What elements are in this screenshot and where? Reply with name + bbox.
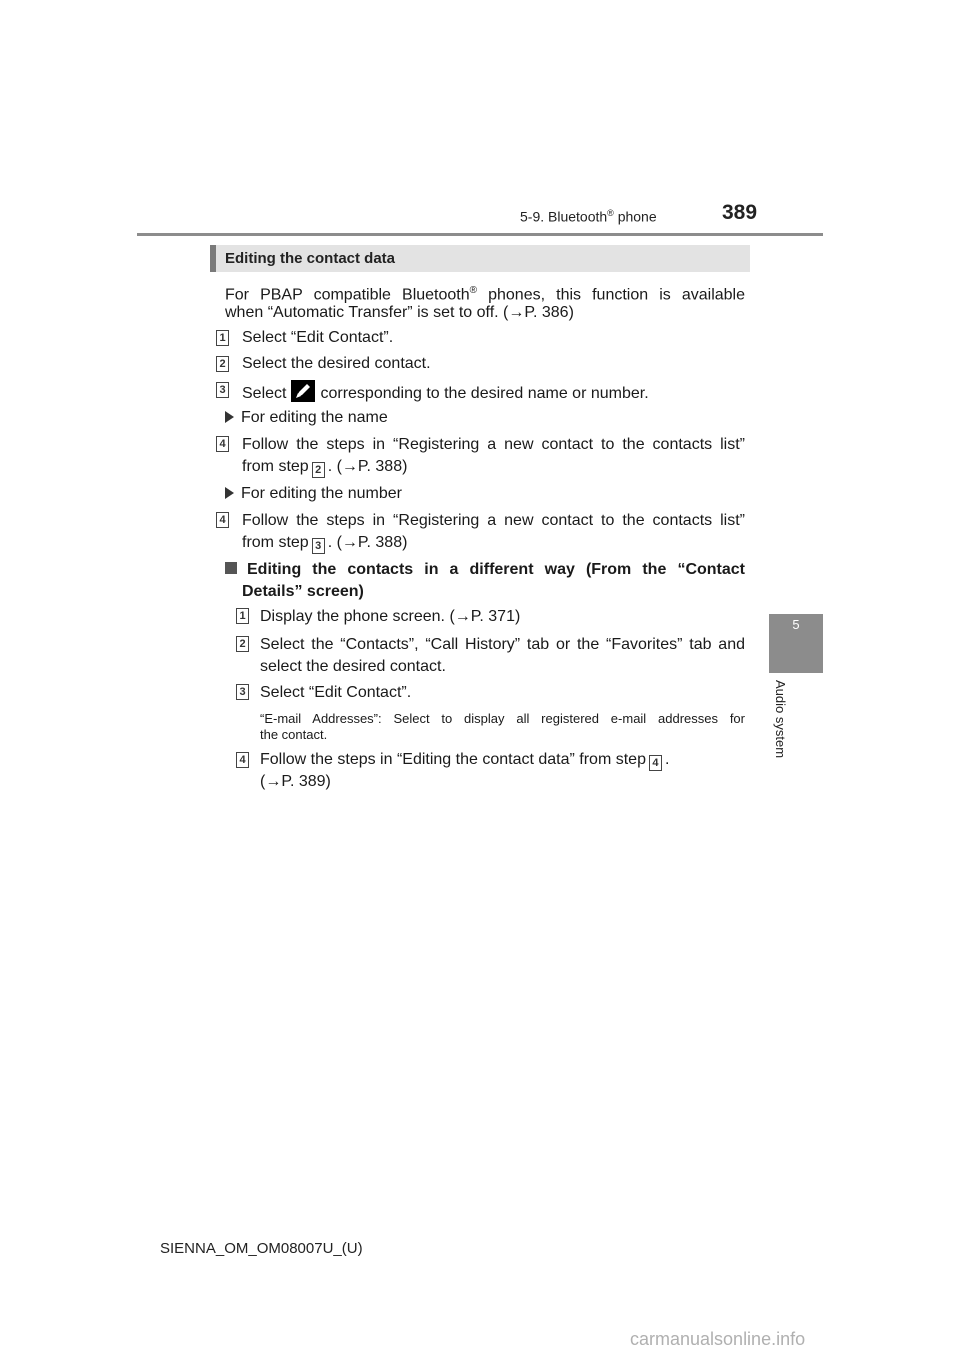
registered-mark: ® <box>607 208 614 218</box>
sub-heading-name <box>225 407 388 428</box>
triangle-bullet-icon <box>225 411 234 423</box>
sub-heading-text: For editing the name <box>241 409 388 426</box>
page-number: 389 <box>722 201 758 224</box>
section-label-suffix: phone <box>613 208 657 225</box>
chapter-side-label <box>770 680 790 780</box>
step-number-box: 2 <box>216 356 229 372</box>
step-4b-line-1: Follow the steps in “Registering a new contact to the contacts list” <box>242 512 745 529</box>
step-4a-post: . (→P. 388) <box>327 458 408 475</box>
registered-mark: ® <box>469 285 478 296</box>
step-1-text: Select “Edit Contact”. <box>242 329 394 346</box>
chapter-tab <box>769 614 823 673</box>
subsection-title-line-1 <box>225 559 745 580</box>
step-ref-box: 4 <box>649 755 662 771</box>
section-title: Editing the contact data <box>225 250 396 267</box>
intro-text-post: phones, this function is available <box>477 286 746 304</box>
step-number-box: 1 <box>236 608 249 624</box>
intro-text: For PBAP compatible Bluetooth <box>225 286 470 304</box>
step-4b-pre: from step <box>242 534 309 551</box>
step-ref-box: 3 <box>312 538 325 554</box>
note-line-1: “E-mail Addresses”: Select to display all registered e-mail addresses for <box>260 711 745 726</box>
step-4a-line-2 <box>242 456 407 478</box>
step-3-pre: Select <box>242 385 287 402</box>
step-number-box: 4 <box>216 512 229 528</box>
step-number-box: 3 <box>236 684 249 700</box>
watermark: carmanualsonline.info <box>630 1329 806 1349</box>
chapter-label-text: Audio system <box>773 680 788 759</box>
step-number-box: 4 <box>216 436 229 452</box>
substep-3-text: Select “Edit Contact”. <box>260 684 412 701</box>
substep-1-text: Display the phone screen. (→P. 371) <box>260 608 521 625</box>
substep-2-line-2: select the desired contact. <box>260 658 446 675</box>
substep-4-post: . <box>664 751 670 768</box>
subsection-title-text: Editing the contacts in a different way (From the “Contact <box>247 561 745 578</box>
footer-doc-id: SIENNA_OM_OM08007U_(U) <box>160 1240 363 1257</box>
triangle-bullet-icon <box>225 487 234 499</box>
chapter-number: 5 <box>792 617 800 632</box>
note-line-2: the contact. <box>260 727 328 742</box>
substep-2-line-1: Select the “Contacts”, “Call History” tab or the “Favorites” tab and <box>260 636 745 653</box>
section-label: 5-9. Bluetooth <box>520 208 608 225</box>
square-bullet-icon <box>225 562 237 574</box>
section-header <box>210 245 750 272</box>
step-2-text: Select the desired contact. <box>242 355 431 372</box>
step-4b-post: . (→P. 388) <box>327 534 408 551</box>
step-number-box: 1 <box>216 330 229 346</box>
step-4a-line-1: Follow the steps in “Registering a new contact to the contacts list” <box>242 436 745 453</box>
header-divider <box>137 233 823 236</box>
pencil-icon <box>291 380 315 402</box>
sub-heading-text: For editing the number <box>241 485 402 502</box>
header-section-title <box>520 208 657 225</box>
substep-4-line-2: (→P. 389) <box>260 773 331 790</box>
step-ref-box: 2 <box>312 462 325 478</box>
intro-line-2: when “Automatic Transfer” is set to off. (→P. 386) <box>225 304 574 321</box>
subsection-title-line-2: Details” screen) <box>242 583 364 600</box>
step-4a-pre: from step <box>242 458 309 475</box>
step-number-box: 3 <box>216 382 229 398</box>
step-number-box: 4 <box>236 752 249 768</box>
step-3-post: corresponding to the desired name or number. <box>320 385 649 402</box>
step-3-text <box>242 380 649 404</box>
substep-4-pre: Follow the steps in “Editing the contact data” from step <box>260 751 646 768</box>
step-4b-line-2 <box>242 532 407 554</box>
sub-heading-number <box>225 483 402 504</box>
substep-4-line-1 <box>260 749 669 771</box>
step-number-box: 2 <box>236 636 249 652</box>
